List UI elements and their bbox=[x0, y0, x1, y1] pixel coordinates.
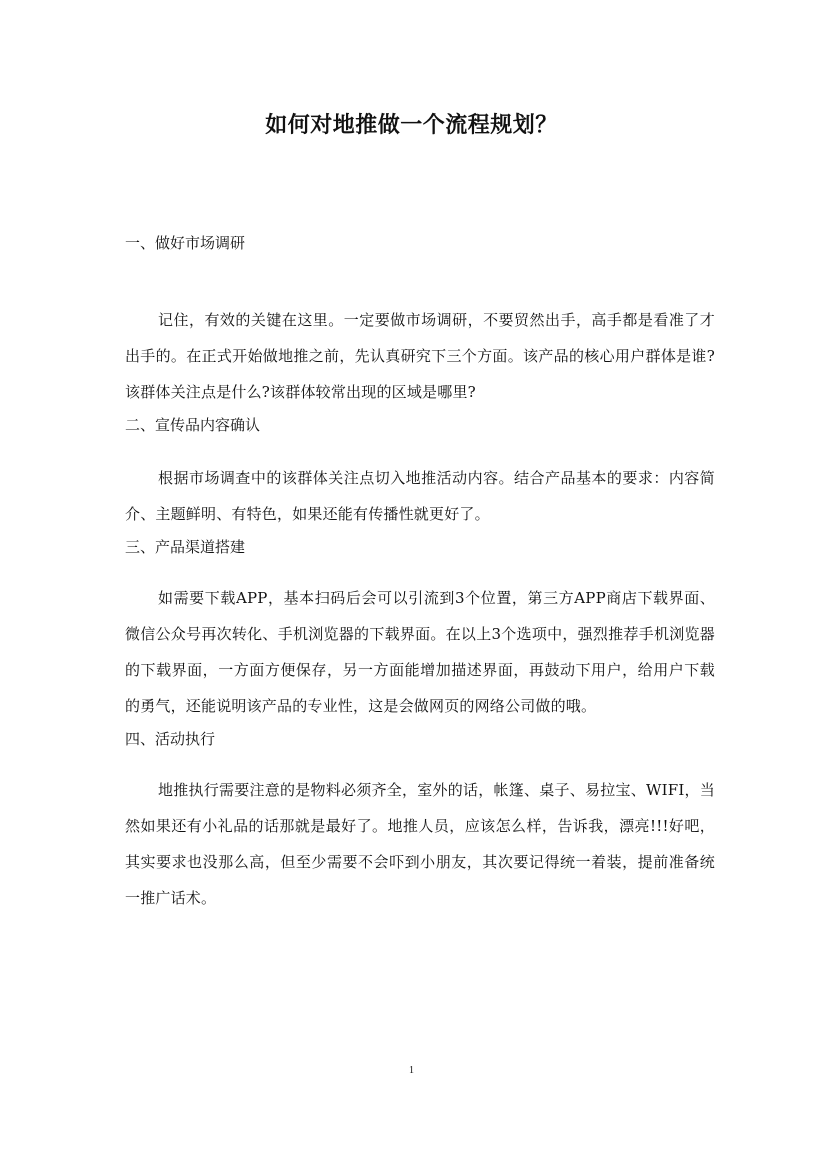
section-paragraph-market-research: 记住，有效的关键在这里。一定要做市场调研，不要贸然出手，高手都是看准了才出手的。在正式开始做地推之前，先认真研究下三个方面。该产品的核心用户群体是谁?该群体关注点是什么?该群体较常出现的区域是哪里? bbox=[125, 311, 715, 401]
section-heading-event-execution: 四、活动执行 bbox=[125, 730, 216, 748]
section-paragraph-event-execution: 地推执行需要注意的是物料必须齐全，室外的话，帐篷、桌子、易拉宝、WIFI，当然如果还有小礼品的话那就是最好了。地推人员，应该怎么样，告诉我，漂亮!!!好吧，其实要求也没那么高，但至少需要不会吓到小朋友，其次要记得统一着装，提前准备统一推广话术。 bbox=[125, 781, 715, 907]
section-paragraph-promo-content: 根据市场调查中的该群体关注点切入地推活动内容。结合产品基本的要求：内容简介、主题鲜明、有特色，如果还能有传播性就更好了。 bbox=[125, 469, 715, 523]
page-number: 1 bbox=[409, 1065, 414, 1076]
section-paragraph-channel-setup: 如需要下载APP，基本扫码后会可以引流到3个位置，第三方APP商店下载界面、微信公众号再次转化、手机浏览器的下载界面。在以上3个选项中，强烈推荐手机浏览器的下载界面，一方面方便保存，另一方面能增加描述界面，再鼓动下用户，给用户下载的勇气，还能说明该产品的专业性，这是会做网页的网络公司做的哦。 bbox=[125, 589, 715, 715]
section-heading-promo-content: 二、宣传品内容确认 bbox=[125, 416, 261, 434]
document-title: 如何对地推做一个流程规划？ bbox=[265, 112, 558, 138]
document-body bbox=[125, 228, 715, 916]
section-heading-channel-setup: 三、产品渠道搭建 bbox=[125, 538, 246, 556]
section-heading-market-research: 一、做好市场调研 bbox=[125, 234, 246, 252]
